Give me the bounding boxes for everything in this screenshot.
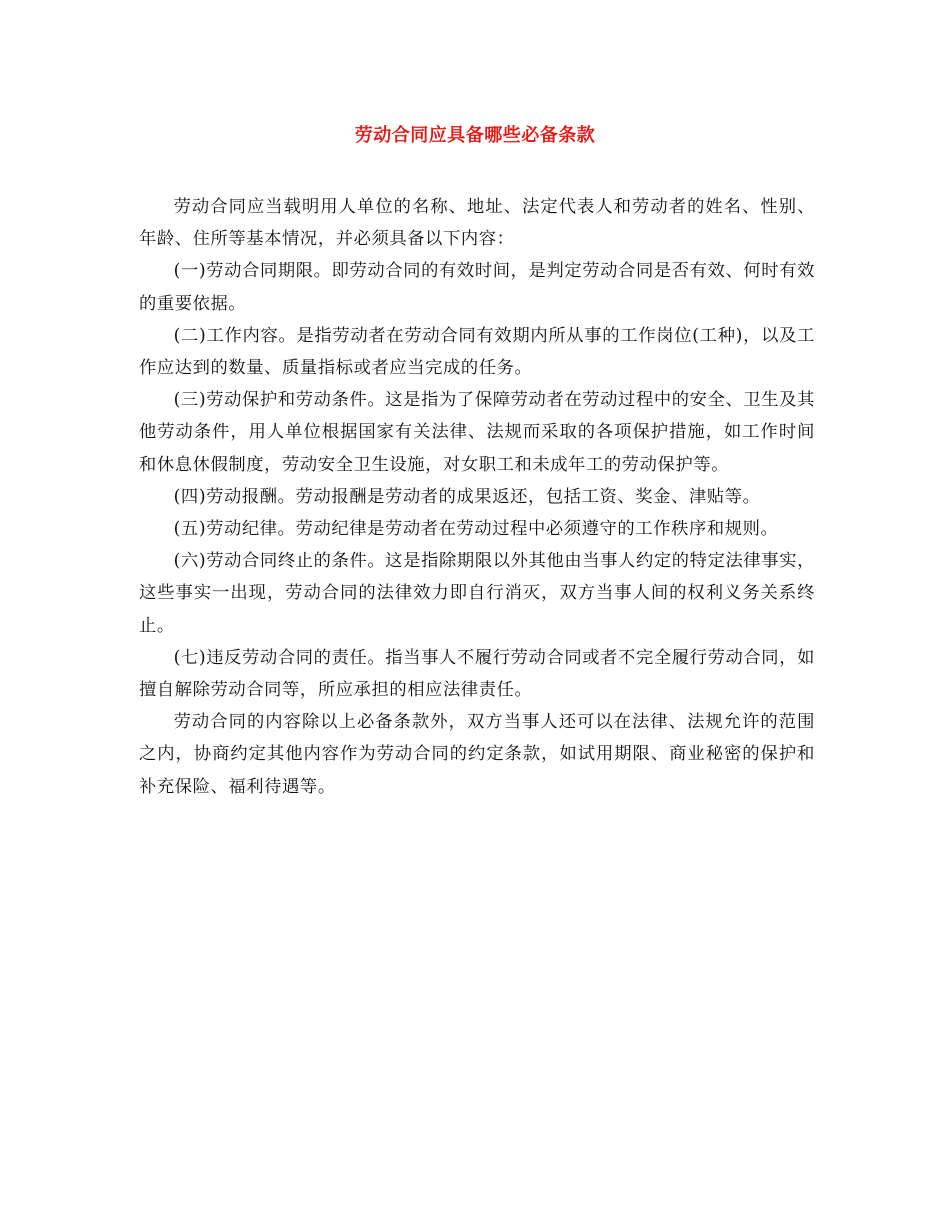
closing-paragraph: 劳动合同的内容除以上必备条款外，双方当事人还可以在法律、法规允许的范围之内，协商约定其他内容作为劳动合同的约定条款，如试用期限、商业秘密的保护和补充保险、福利待遇等。 [139,712,815,797]
document-body [139,191,815,803]
intro-paragraph: 劳动合同应当载明用人单位的名称、地址、法定代表人和劳动者的姓名、性别、年龄、住所等基本情况，并必须具备以下内容： [139,197,815,250]
clause-liability-paragraph: (七)违反劳动合同的责任。指当事人不履行劳动合同或者不完全履行劳动合同，如擅自解除劳动合同等，所应承担的相应法律责任。 [139,647,815,701]
clause-work-content-paragraph: (二)工作内容。是指劳动者在劳动合同有效期内所从事的工作岗位(工种)，以及工作应达到的数量、质量指标或者应当完成的任务。 [139,325,815,379]
document-title: 劳动合同应具备哪些必备条款 [354,125,596,146]
clause-term-paragraph: (一)劳动合同期限。即劳动合同的有效时间，是判定劳动合同是否有效、何时有效的重要依据。 [139,261,815,314]
clause-termination-paragraph: (六)劳动合同终止的条件。这是指除期限以外其他由当事人约定的特定法律事实，这些事实一出现，劳动合同的法律效力即自行消灭，双方当事人间的权利义务关系终止。 [139,551,815,636]
clause-discipline-paragraph: (五)劳动纪律。劳动纪律是劳动者在劳动过程中必须遵守的工作秩序和规则。 [173,519,779,540]
clause-labor-protection-paragraph: (三)劳动保护和劳动条件。这是指为了保障劳动者在劳动过程中的安全、卫生及其他劳动条件，用人单位根据国家有关法律、法规而采取的各项保护措施，如工作时间和休息休假制度，劳动安全卫生设施，对女职工和未成年工的劳动保护等。 [139,390,815,475]
clause-remuneration-paragraph: (四)劳动报酬。劳动报酬是劳动者的成果返还，包括工资、奖金、津贴等。 [173,486,761,507]
